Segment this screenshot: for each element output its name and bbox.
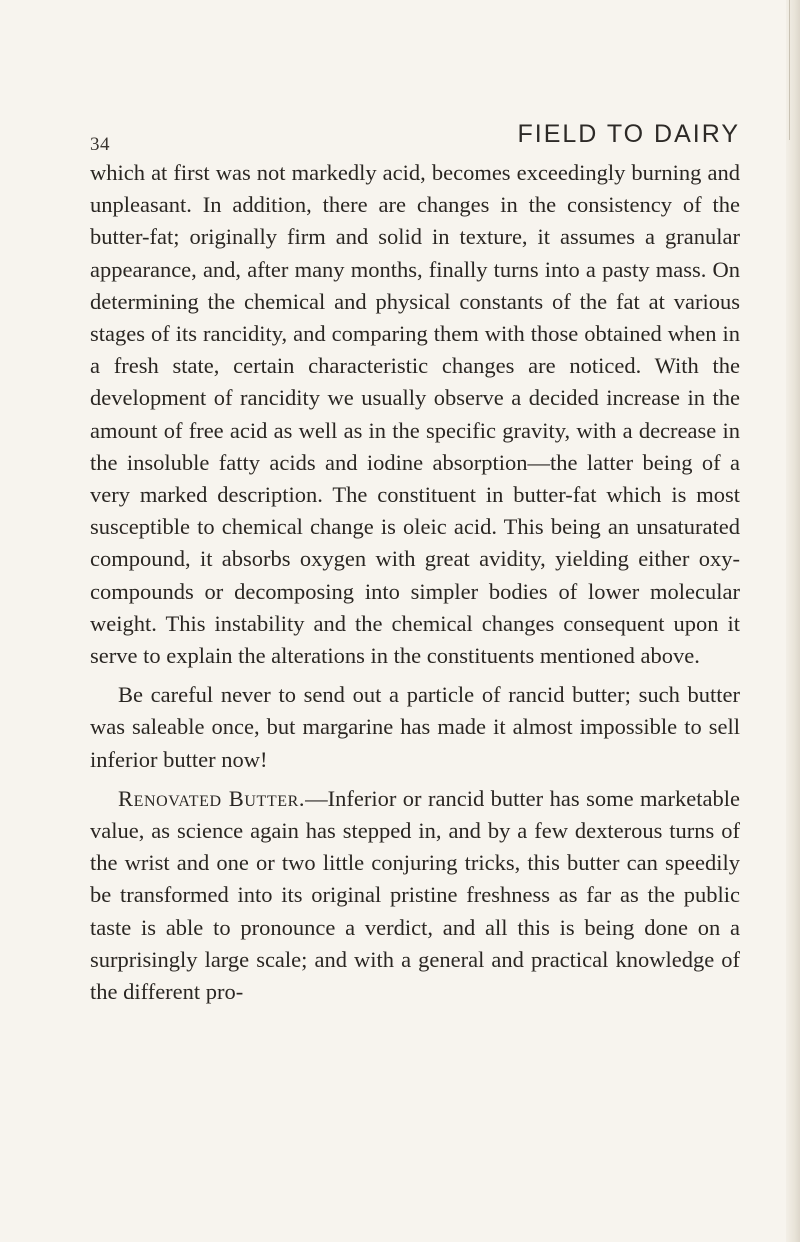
renovated-butter-text: —Inferior or rancid butter has some marketable value, as science again has stepped in, and by a few dexterous turns of the wrist and one or two little conjuring tricks, this butter can speedily be transformed into its original pristine freshness as far as the public taste is able to pronounce a verdict, and all this is being done on a surprisingly large scale; and with a general and practical knowledge of the different pro- (90, 785, 740, 1005)
paragraph-rancidity-changes: which at first was not markedly acid, becomes exceedingly burning and unpleasant. In addition, there are changes in the consistency of the butter-fat; originally firm and solid in texture, it assumes a granular appearance, and, after many months, finally turns into a pasty mass. On determining the chemical and physical constants of the fat at various stages of its rancidity, and comparing them with those obtained when in a fresh state, certain characteristic changes are noticed. With the development of rancidity we usually observe a decided increase in the amount of free acid as well as in the specific gravity, with a decrease in the insoluble fatty acids and iodine absorption—the latter being of a very marked description. The constituent in butter-fat which is most susceptible to chemical change is oleic acid. This being an unsaturated compound, it absorbs oxygen with great avidity, yielding either oxy-compounds or decomposing into simpler bodies of lower molecular weight. This instability and the chemical changes consequent upon it serve to explain the alterations in the constituents mentioned above. (90, 160, 740, 669)
paragraph-rancid-butter-warning: Be careful never to send out a particle of rancid butter; such butter was saleable once, but margarine has made it almost impossible to sell inferior butter now! (90, 682, 740, 772)
page-edge-line (789, 0, 790, 140)
page-edge-shadow (786, 0, 800, 1242)
section-heading-renovated-butter: Renovated Butter. (118, 785, 306, 811)
paragraph-renovated-butter (90, 783, 740, 1008)
body-text (90, 157, 740, 1008)
running-title: FIELD TO DAIRY (517, 120, 740, 148)
page-number: 34 (90, 134, 110, 155)
running-head (90, 120, 740, 155)
